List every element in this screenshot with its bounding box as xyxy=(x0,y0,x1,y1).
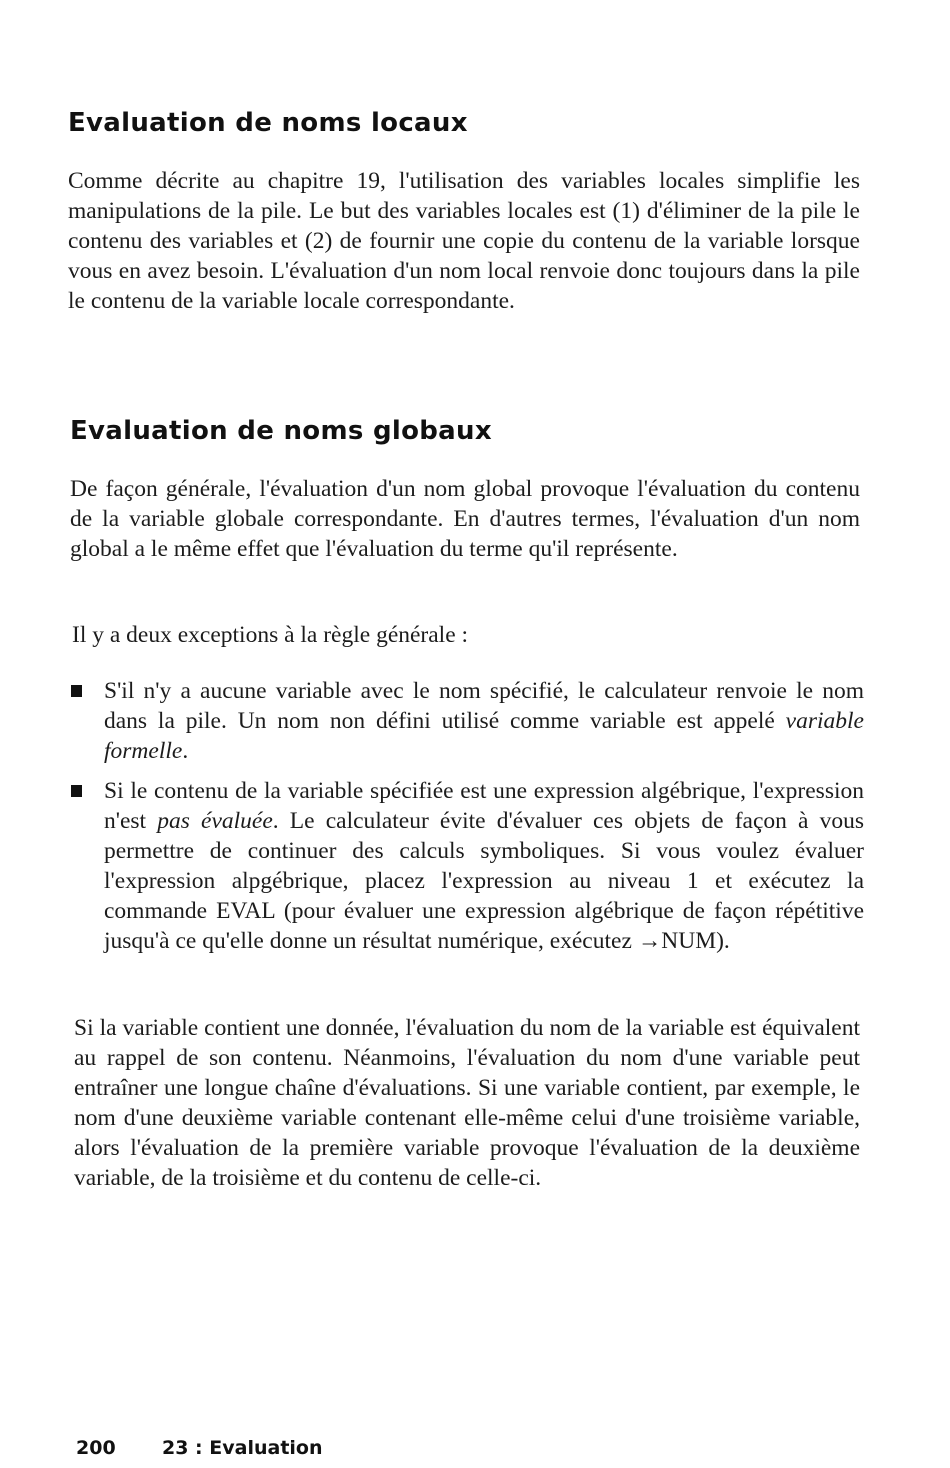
page-footer xyxy=(76,1437,323,1459)
emphasis-text: variable formelle xyxy=(104,708,864,764)
bullet-text: S'il n'y a aucune variable avec le nom spécifié, le calculateur renvoie le nom dans la pile. Un nom non défini utilisé comme variable est appelé xyxy=(104,678,864,734)
square-bullet-icon xyxy=(71,785,82,797)
list-item xyxy=(68,676,864,766)
chapter-title: 23 : Evaluation xyxy=(162,1437,323,1459)
section-heading-global-names: Evaluation de noms globaux xyxy=(70,416,492,446)
square-bullet-icon xyxy=(71,685,82,697)
bullet-text: . xyxy=(182,738,189,764)
exceptions-list xyxy=(68,676,864,956)
list-item xyxy=(68,776,864,956)
bullet-text: Si le contenu de la variable spécifiée est une expression algébrique, l'expression n'est xyxy=(104,778,864,834)
bullet-text: . Le calculateur évite d'évaluer ces objets de façon à vous permettre de continuer des calculs symboliques. Si vous voulez évaluer l'expression alpgébrique, placez l'expression au niveau 1 et exécutez la commande EVAL (pour évaluer une expression algébrique de façon répétitive jusqu'à ce qu'elle donne un résultat numérique, exécutez →NUM). xyxy=(104,808,865,954)
page-number: 200 xyxy=(76,1437,116,1459)
paragraph-text: Si la variable contient une donnée, l'évaluation du nom de la variable est équivalent au rappel de son contenu. Néanmoins, l'évaluation du nom d'une variable peut entraîner une longue chaîne d'évaluations. Si une variable contient, par exemple, le nom d'une deuxième variable contenant elle-même celui d'une troisième variable, alors l'évaluation de la première variable provoque l'évaluation de la deuxième variable, de la troisième et du contenu de celle-ci. xyxy=(74,1015,860,1191)
paragraph-text: Il y a deux exceptions à la règle générale : xyxy=(72,622,469,648)
paragraph-text: De façon générale, l'évaluation d'un nom global provoque l'évaluation du contenu de la variable globale correspondante. En d'autres termes, l'évaluation d'un nom global a le même effet que l'évaluation du terme qu'il représente. xyxy=(70,476,860,562)
global-names-intro-paragraph xyxy=(70,474,860,564)
paragraph-text: Comme décrite au chapitre 19, l'utilisation des variables locales simplifie les manipulations de la pile. Le but des variables locales est (1) d'éliminer de la pile le contenu des variables et (2) de fournir une copie du contenu de la variable lorsque vous en avez besoin. L'évaluation d'un nom local renvoie donc toujours dans la pile le contenu de la variable locale correspondante. xyxy=(68,168,860,314)
local-names-paragraph xyxy=(68,166,860,316)
exceptions-lead-paragraph xyxy=(72,620,860,650)
closing-paragraph xyxy=(74,1013,860,1193)
emphasis-text: pas évaluée xyxy=(157,808,273,834)
section-heading-local-names: Evaluation de noms locaux xyxy=(68,108,468,138)
